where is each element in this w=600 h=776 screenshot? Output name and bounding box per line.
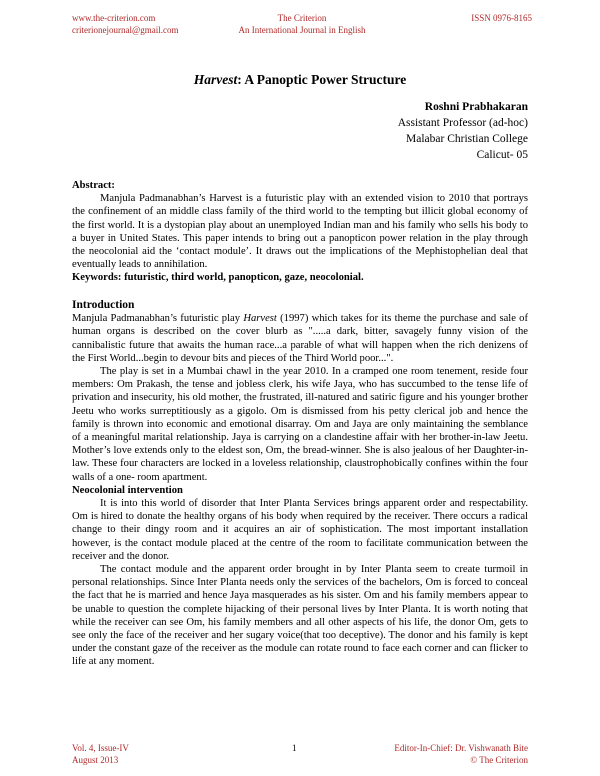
neocolonial-paragraph-1: It is into this world of disorder that Inter Planta Services brings apparent order and respectability. Om is hired to donate the healthy organs of his body when required by the receiver. There occurs a radical change to their dingy room and it acquires an air of sophistication. The most important installation however, is the contact module placed at the centre of the room to facilitate communication between the receiver and the donor.: [72, 498, 528, 562]
header-journal-name: The Criterion: [277, 13, 327, 23]
abstract-section: [72, 179, 528, 285]
footer-date: August 2013: [72, 755, 119, 765]
abstract-heading: Abstract:: [72, 180, 115, 191]
footer-editor: Editor-In-Chief: Dr. Vishwanath Bite: [394, 743, 528, 753]
header-issn: ISSN 0976-8165: [471, 13, 532, 23]
author-position: Assistant Professor (ad-hoc): [397, 117, 528, 129]
intro-p1-end: (1997) which takes for its theme the purchase and sale of human organs is described on the cover blurb as ".....a dark, bitter, savagely funny vision of the cannibalistic future that awaits the human race...a parable of what will happen when the rich denizens of the First World...begin to devour bits and pieces of the Third World poor...".: [72, 313, 528, 364]
keywords-line: [72, 271, 528, 284]
author-name: Roshni Prabhakaran: [424, 101, 528, 113]
header-email[interactable]: criterionejournal@gmail.com: [72, 25, 179, 35]
intro-p1-italic: Harvest: [243, 313, 277, 325]
article-title: [72, 72, 528, 88]
header-journal-subtitle: An International Journal in English: [238, 25, 366, 35]
introduction-section: [72, 299, 528, 669]
introduction-paragraph-1: [72, 312, 528, 365]
title-rest: : A Panoptic Power Structure: [237, 72, 407, 87]
header-website[interactable]: www.the-criterion.com: [72, 13, 156, 23]
neocolonial-paragraph-2: The contact module and the apparent order brought in by Inter Planta seem to create turmoil in personal relationships. Since Inter Planta needs only the services of the bachelors, Om is forced to conceal the fact that he is married and hence Jaya masquerades as his sister. Om and his family members appear to be unable to question the complete hijacking of their personal lives by Inter Planta. It is worth noting that while the receiver can see Om, his family members and all other aspects of his life, the donor Om, gets to see only the face of the receiver and her sugary voice(that too deceptive). The donor and his family is kept under the constant gaze of the receiver as the module can rotate round to face each corner and can flicker to life at any moment.: [72, 564, 528, 668]
footer-copyright: © The Criterion: [470, 755, 528, 765]
author-institution: Malabar Christian College: [406, 133, 528, 145]
footer-left: [72, 742, 129, 766]
keywords-label: Keywords:: [72, 272, 122, 284]
introduction-paragraph-2: The play is set in a Mumbai chawl in the year 2010. In a cramped one room tenement, reside four members: Om Prakash, the tense and jobless clerk, his wife Jaya, who has succumbed to the tense life of privation and insecurity, his old mother, the frustrated, ill-natured and satiric figure and his younger brother Jeetu who works surreptitiously as a gigolo. Om is dismissed from his petty clerical job and hence the family is thrown into economic and emotional disarray. Om and Jaya are only maintaining the semblance of a meaningful marital relationship. Jaya is carrying on a clandestine affair with her brother-in-law Jeetu. Mother’s love extends only to the eldest son, Om, the bread-winner. She is also jealous of her Daughter-in-law. These four characters are locked in a loveless relationship, claustrophobically confines within the four walls of a one- room apartment.: [72, 366, 528, 483]
intro-p1-start: Manjula Padmanabhan’s futuristic play: [72, 313, 244, 325]
author-block: [228, 99, 528, 163]
footer-right: [394, 742, 528, 766]
page-number: 1: [292, 743, 297, 753]
keywords-text: futuristic, third world, panopticon, gaze, neocolonial.: [121, 272, 364, 284]
title-italic: Harvest: [193, 72, 238, 87]
abstract-text: Manjula Padmanabhan’s Harvest is a futuristic play with an extended vision to 2010 that portrays the confinement of an middle class family of the third world to the tempting but illicit global economy of the first world. It is a dystopian play about an unemployed Indian man and his family who sells his body to a buyer in United States. This paper intends to bring out a panopticon power relation in the play through the neocolonial aid the ‘contact module’. It draws out the implications of the Mephistophelian deal that eventually leads to annihilation.: [72, 193, 528, 271]
introduction-heading: Introduction: [72, 299, 135, 311]
author-location: Calicut- 05: [476, 149, 528, 161]
neocolonial-heading: Neocolonial intervention: [72, 484, 183, 496]
footer-volume: Vol. 4, Issue-IV: [72, 743, 129, 753]
